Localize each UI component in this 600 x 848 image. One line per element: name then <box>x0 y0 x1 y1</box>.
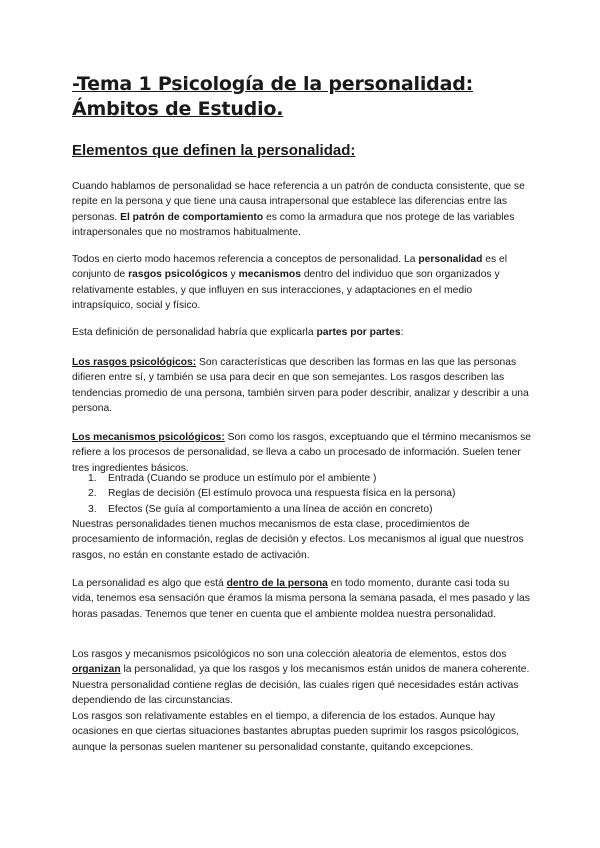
text-run: y <box>227 269 239 281</box>
paragraph-mecanismos-cont: Nuestras personalidades tienen muchos mecanismos de esta clase, procedimientos de procesamiento de información, reglas de decisión y efectos. Los mecanismos al igual que nuestros rasgos, no están en constante estado de activación. <box>72 519 524 561</box>
text-run: es como la armadura que nos protege de las variables intrapersonales que no mostramos habitualmente. <box>72 211 515 238</box>
text-run: Los rasgos y mecanismos psicológicos no son una colección aleatoria de elementos, estos dos <box>72 649 507 660</box>
text-run: Esta definición de personalidad habría que explicarla <box>72 327 317 338</box>
bold-term: rasgos psicológicos <box>128 269 228 281</box>
underlined-term: organizan <box>72 664 121 676</box>
bold-term: mecanismos <box>238 269 301 281</box>
text-run: : <box>400 327 404 338</box>
list-number: 2. <box>88 488 97 500</box>
paragraph-rasgos <box>72 355 532 416</box>
list-item <box>72 502 532 517</box>
text-run: La personalidad es algo que está <box>72 578 227 589</box>
list-text: Efectos (Se guía al comportamiento a una línea de acción en concreto) <box>108 503 433 515</box>
paragraph-organizan <box>72 647 532 708</box>
bold-term: partes por partes <box>316 327 401 338</box>
text-run: dentro del individuo que son organizados y relativamente estables, y que influyen en sus interacciones, y adaptaciones en el medio intrapsíquico, social y físico. <box>72 269 500 311</box>
paragraph-estables: Los rasgos son relativamente estables en el tiempo, a diferencia de los estados. Aunque hay ocasiones en que ciertas situaciones bastantes abruptas pueden suprimir los rasgos psicológicos, aunque la personas suelen mantener su personalidad constante, quitando excepciones. <box>72 711 520 753</box>
text-run: la personalidad, ya que los rasgos y los mecanismos están unidos de manera coherente. Nuestra personalidad contiene reglas de decisión, las cuales rigen qué necesidades están activas dependiendo de las circunstancias. <box>72 664 530 706</box>
text-run: Son características que describen las formas en las que las personas difieren entre sí, y también se usa para decir en que son semejantes. Los rasgos describen las tendencias promedio de una persona, también sirven para poder describir, analizar y describir a una persona. <box>72 357 529 414</box>
bold-term: personalidad <box>418 254 483 265</box>
paragraph-mecanismos <box>72 430 532 476</box>
list-text: Reglas de decisión (El estímulo provoca una respuesta física en la persona) <box>108 488 456 500</box>
section-subtitle: Elementos que definen la personalidad: <box>72 142 356 159</box>
bold-term: El patrón de comportamiento <box>120 211 264 223</box>
text-run: Son como los rasgos, exceptuando que el término mecanismos se refiere a los procesos de personalidad, se lleva a cabo un procesado de información. Suelen tener tres ingredientes básicos. <box>72 432 531 474</box>
underlined-heading: Los rasgos psicológicos: <box>72 357 197 368</box>
text-run: es el conjunto de <box>72 254 508 281</box>
list-number: 3. <box>88 503 97 515</box>
list-item <box>72 471 532 486</box>
paragraph-definition <box>72 252 532 313</box>
text-run: Todos en cierto modo hacemos referencia a conceptos de personalidad. La <box>72 254 419 265</box>
underlined-term: dentro de la persona <box>226 578 328 589</box>
text-run: en todo momento, durante casi toda su vida, tenemos esa sensación que éramos la misma persona la semana pasada, el mes pasado y las horas pasadas. Tenemos que tener en cuenta que el ambiente moldea nuestra personalidad. <box>72 578 530 620</box>
paragraph-intro <box>72 179 532 240</box>
text-run: Cuando hablamos de personalidad se hace referencia a un patrón de conducta consistente, que se repite en la persona y que tiene una causa intrapersonal que establece las diferencias entre las personas. <box>72 181 525 223</box>
underlined-heading: Los mecanismos psicológicos: <box>72 432 225 443</box>
paragraph-explanation <box>72 325 532 340</box>
list-item <box>72 486 532 501</box>
page-title: -Tema 1 Psicología de la personalidad: Ámbitos de Estudio. <box>72 73 473 120</box>
list-text: Entrada (Cuando se produce un estímulo por el ambiente ) <box>108 473 377 484</box>
list-number: 1. <box>88 473 97 484</box>
ingredients-list <box>72 471 532 517</box>
paragraph-dentro-persona <box>72 576 532 622</box>
